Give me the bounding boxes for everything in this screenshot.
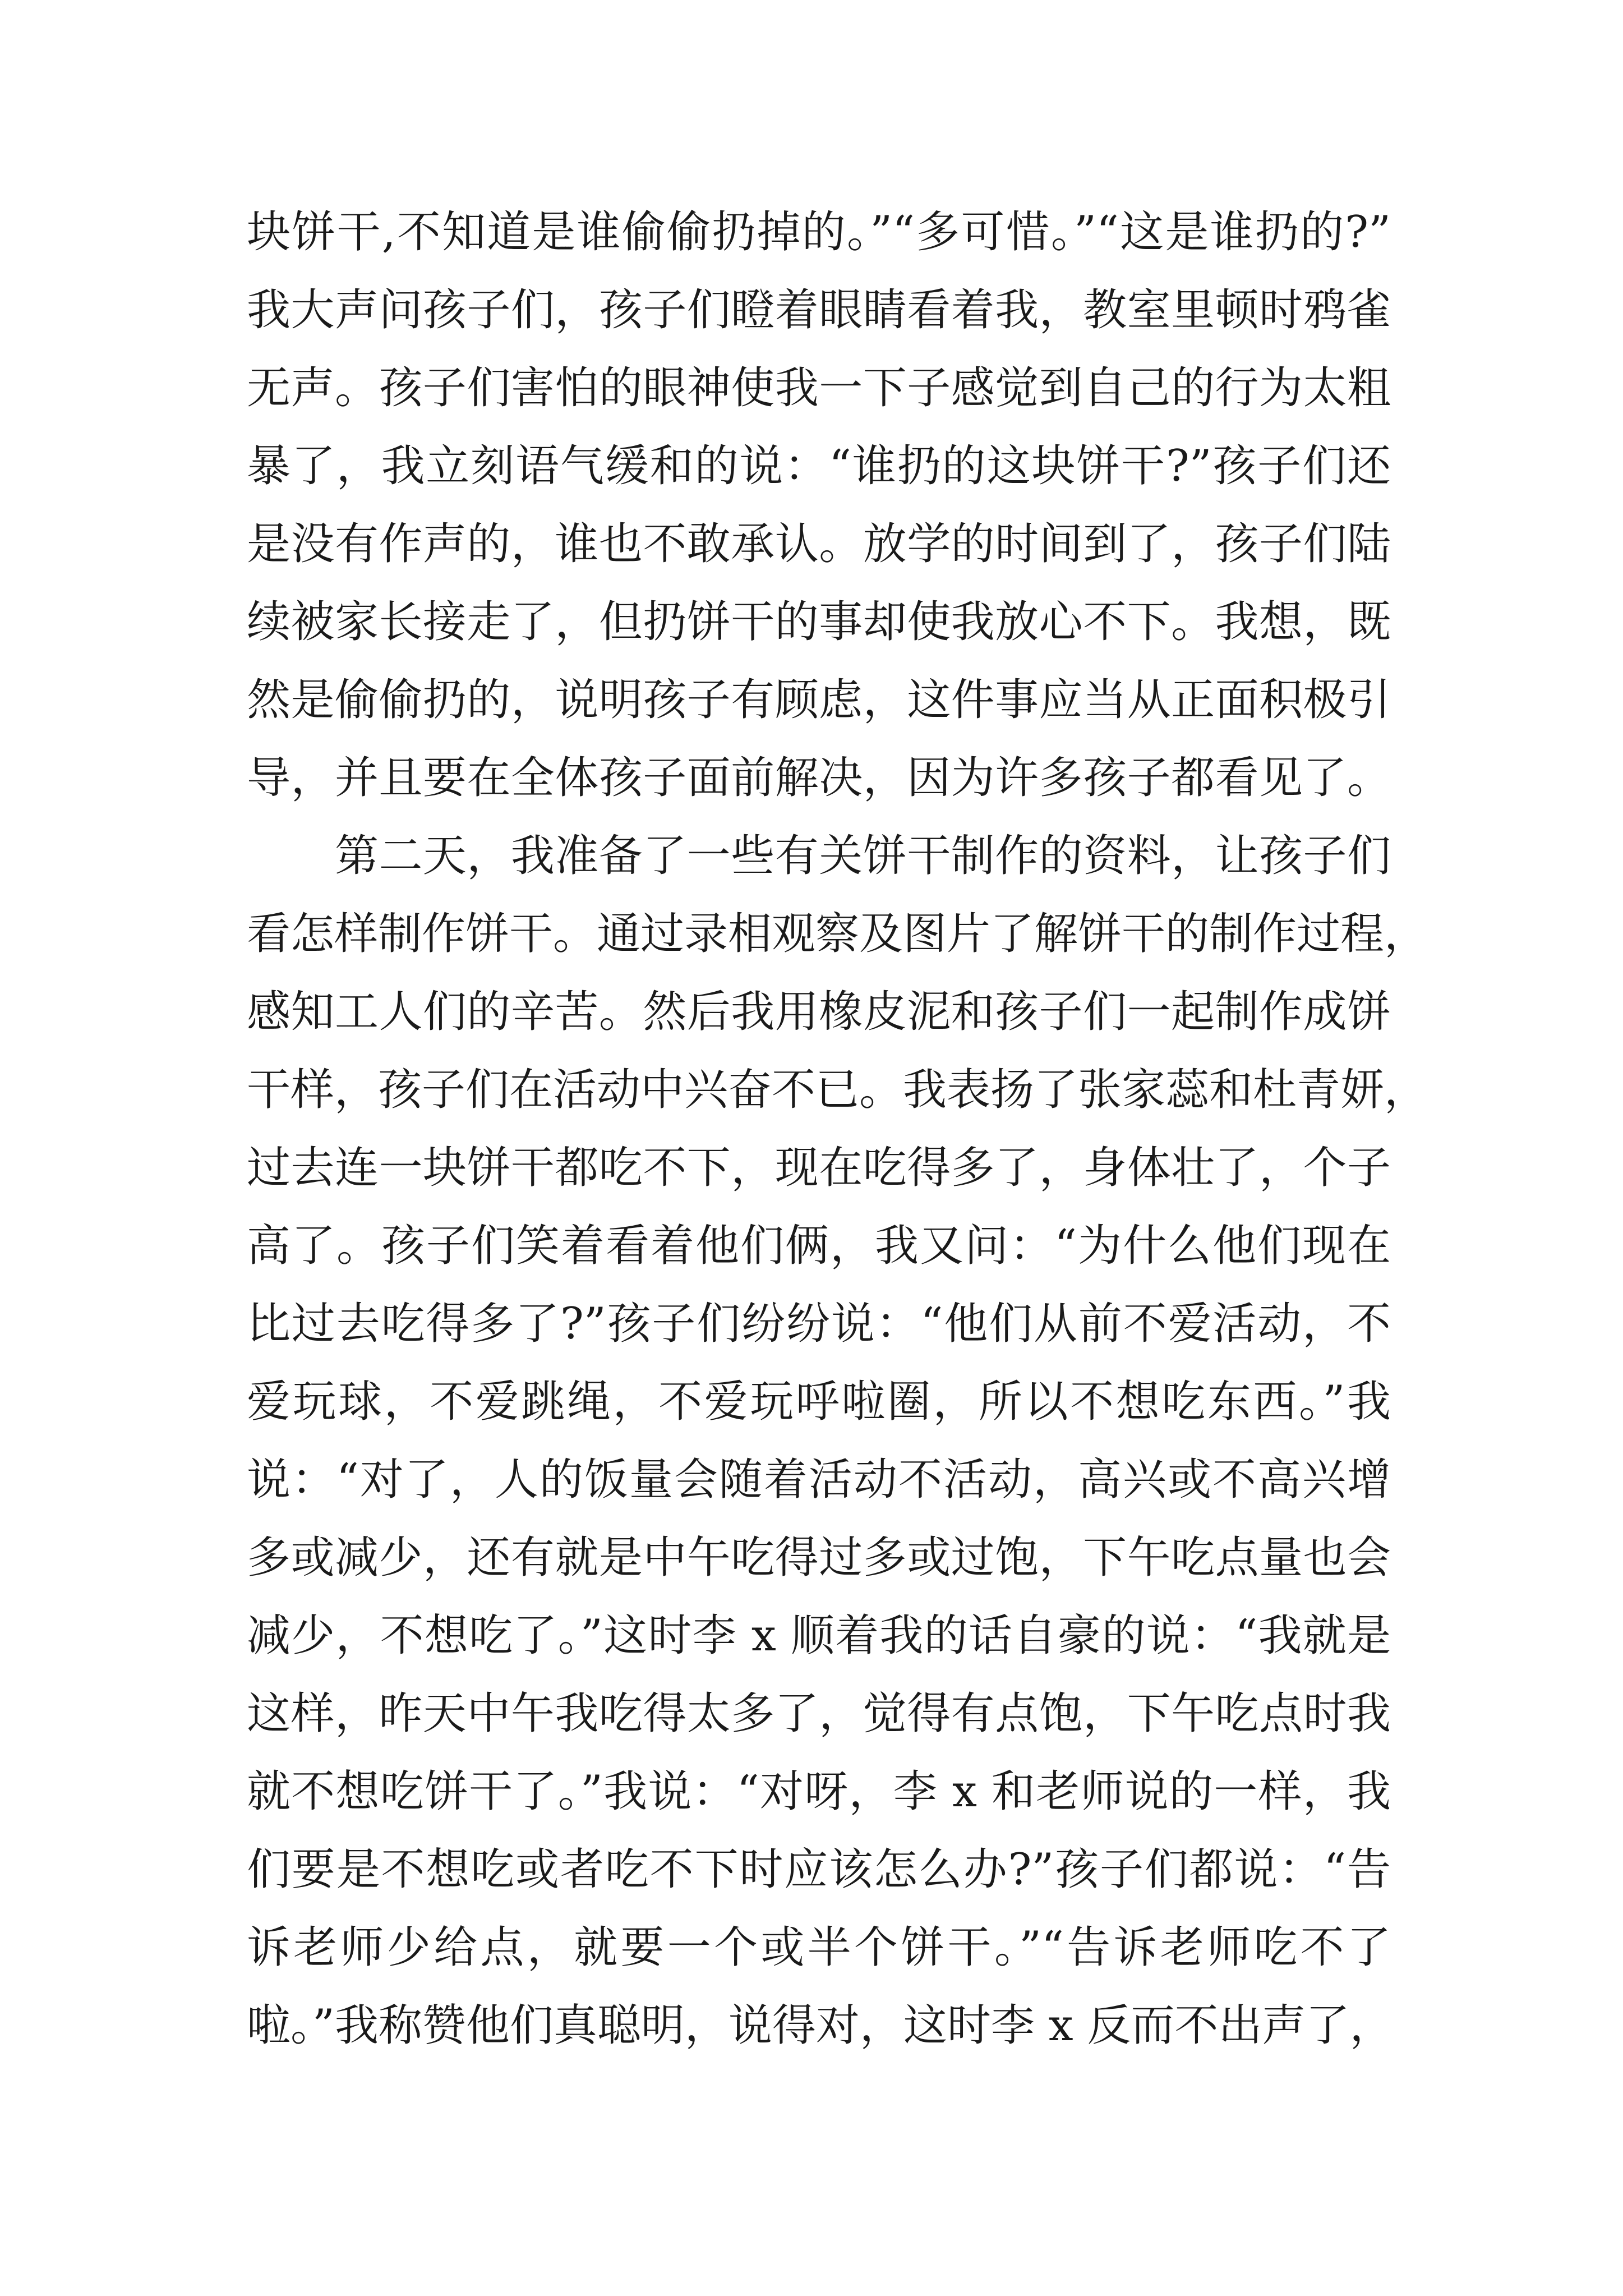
text-line: 爱玩球，不爱跳绳，不爱玩呼啦圈，所以不想吃东西。”我 [247,1377,1391,1427]
text-line: 就不想吃饼干了。”我说：“对呀，李 x 和老师说的一样，我 [247,1766,1391,1817]
text-line: 续被家长接走了，但扔饼干的事却使我放心不下。我想，既 [247,597,1391,647]
text-line: 导，并且要在全体孩子面前解决，因为许多孩子都看见了。 [247,753,1391,803]
text-line: 这样，昨天中午我吃得太多了，觉得有点饱，下午吃点时我 [247,1688,1391,1739]
text-line: 减少，不想吃了。”这时李 x 顺着我的话自豪的说：“我就是 [247,1611,1391,1661]
text-line: 诉老师少给点，就要一个或半个饼干。”“告诉老师吃不了 [247,1922,1391,1973]
text-line: 比过去吃得多了?”孩子们纷纷说：“他们从前不爱活动，不 [247,1299,1391,1349]
text-line: 是没有作声的，谁也不敢承认。放学的时间到了，孩子们陆 [247,519,1391,569]
text-line: 看怎样制作饼干。通过录相观察及图片了解饼干的制作过程， [247,909,1428,959]
text-line: 多或减少，还有就是中午吃得过多或过饱，下午吃点量也会 [247,1533,1391,1583]
text-line: 暴了，我立刻语气缓和的说：“谁扔的这块饼干?”孩子们还 [247,441,1391,491]
text-line: 感知工人们的辛苦。然后我用橡皮泥和孩子们一起制作成饼 [247,987,1391,1037]
text-line: 过去连一块饼干都吃不下，现在吃得多了，身体壮了，个子 [247,1143,1391,1193]
text-line: 然是偷偷扔的，说明孩子有顾虑，这件事应当从正面积极引 [247,675,1391,725]
text-line: 说：“对了，人的饭量会随着活动不活动，高兴或不高兴增 [247,1455,1391,1505]
text-line: 高了。孩子们笑着看着他们俩，我又问：“为什么他们现在 [247,1221,1391,1271]
text-line: 们要是不想吃或者吃不下时应该怎么办?”孩子们都说：“告 [247,1844,1391,1895]
text-line: 我大声问孩子们，孩子们瞪着眼睛看着我，教室里顿时鸦雀 [247,285,1391,335]
body-text [247,194,1428,2065]
text-line: 啦。”我称赞他们真聪明，说得对，这时李 x 反而不出声了， [247,2000,1394,2051]
text-line: 块饼干,不知道是谁偷偷扔掉的。”“多可惜。”“这是谁扔的?” [247,207,1391,257]
text-line: 无声。孩子们害怕的眼神使我一下子感觉到自己的行为太粗 [247,363,1391,413]
paragraph-start-line: 第二天，我准备了一些有关饼干制作的资料，让孩子们 [247,831,1391,881]
text-line: 干样，孩子们在活动中兴奋不已。我表扬了张家蕊和杜青妍， [247,1065,1428,1115]
